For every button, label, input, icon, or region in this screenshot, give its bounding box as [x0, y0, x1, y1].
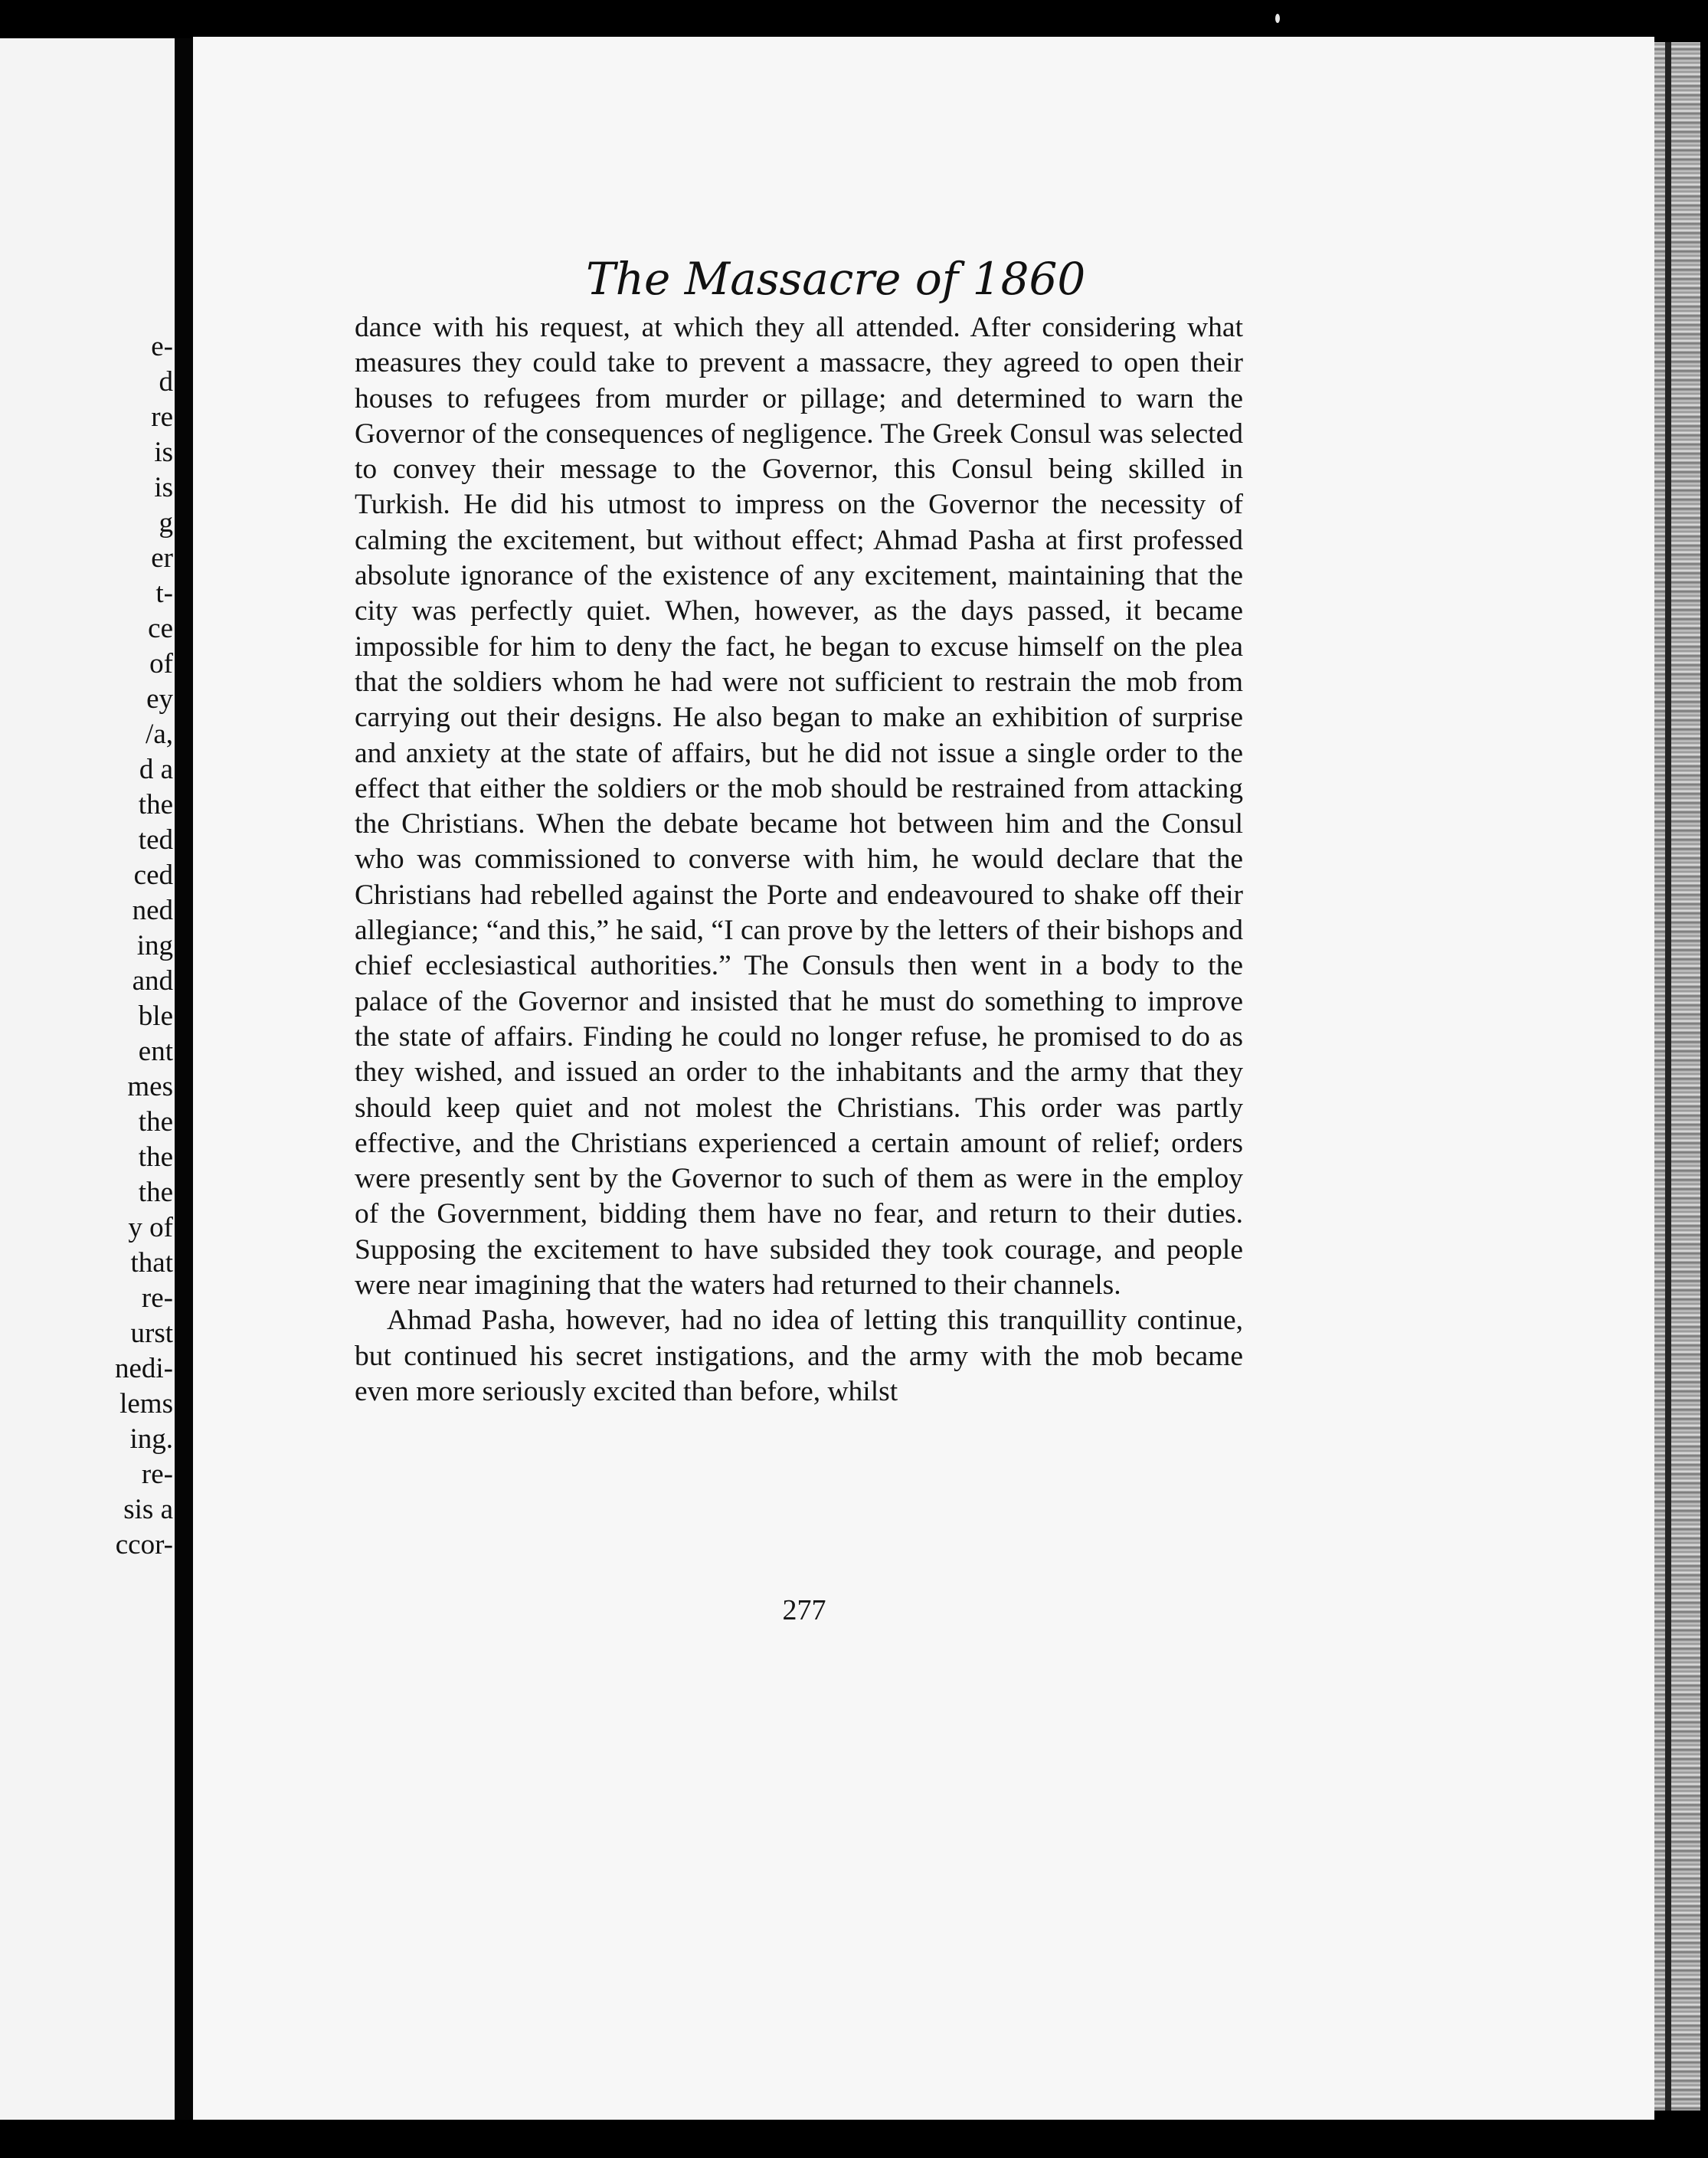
facing-line-end: that — [130, 1247, 173, 1279]
facing-line-end: is — [154, 472, 173, 503]
facing-page-left — [0, 38, 175, 2120]
paragraph: dance with his request, at which they all attended. After considering what measures they could take to prevent a massacre, they agreed to open their houses to refugees from murder or pillage; and determined to warn the Governor of the consequences of negligence. The Greek Consul was selected to convey their message to the Governor, this Consul being skilled in Turkish. He did his utmost to impress on the Governor the necessity of calming the excitement, but without effect; Ahmad Pasha at first professed absolute ignorance of the existence of any excitement, maintaining that the city was perfectly quiet. When, however, as the days passed, it became impossible for him to deny the fact, he began to excuse himself on the plea that the soldiers whom he had were not sufficient to restrain the mob from carrying out their designs. He also began to make an exhibition of surprise and anxiety at the state of affairs, but he did not issue a single order to the effect that either the soldiers or the mob should be restrained from attacking the Christians. When the debate became hot between him and the Consul who was commissioned to converse with him, he would declare that the Christians had rebelled against the Porte and endeavoured to shake off their allegiance; “and this,” he said, “I can prove by the letters of their bishops and chief ecclesiastical authorities.” The Consuls then went in a body to the palace of the Governor and insisted that he must do something to improve the state of affairs. Finding he could no longer refuse, he promised to do as they wished, and issued an order to the inhabitants and the army that they should keep quiet and not molest the Christians. This order was partly effective, and the Christians experienced a certain amount of relief; orders were presently sent by the Governor to such of them as were in the employ of the Government, bidding them have no fear, and return to their duties. Supposing the excitement to have subsided they took courage, and people were near imagining that the waters had returned to their channels. — [355, 312, 1244, 1302]
facing-line-end: t- — [155, 578, 173, 609]
facing-page-line-ends — [115, 329, 173, 1563]
facing-line-end: lems — [119, 1388, 173, 1420]
scan-speck — [1275, 14, 1280, 23]
facing-line-end: the — [138, 789, 173, 820]
facing-line-end: re- — [141, 1282, 173, 1314]
facing-line-end: ing — [136, 930, 173, 961]
facing-line-end: re — [151, 401, 173, 433]
facing-line-end: /a, — [146, 719, 173, 750]
facing-line-end: ced — [133, 860, 173, 891]
book-gutter — [175, 38, 193, 2120]
facing-line-end: ted — [138, 824, 173, 856]
facing-line-end: the — [138, 1106, 173, 1138]
facing-line-end: ble — [138, 1000, 173, 1032]
facing-line-end: the — [138, 1141, 173, 1173]
body-text — [355, 310, 1243, 1410]
facing-line-end: urst — [130, 1318, 173, 1349]
facing-line-end: ent — [138, 1036, 173, 1067]
facing-line-end: the — [138, 1177, 173, 1208]
facing-line-end: nedi- — [114, 1353, 173, 1384]
facing-line-end: mes — [127, 1071, 173, 1102]
facing-line-end: ing. — [129, 1423, 173, 1455]
running-head: The Massacre of 1860 — [586, 253, 1086, 305]
facing-line-end: and — [132, 965, 173, 997]
paragraph: Ahmad Pasha, however, had no idea of letting this tranquillity continue, but continued his secret instigations, and the army with the mob became even more seriously excited than before, whilst — [355, 1305, 1243, 1407]
page-number: 277 — [782, 1594, 826, 1626]
facing-line-end: e- — [151, 331, 173, 362]
facing-line-end: g — [159, 507, 173, 539]
facing-line-end: ccor- — [115, 1529, 173, 1560]
facing-line-end: ned — [132, 895, 173, 926]
facing-line-end: ey — [146, 683, 173, 715]
facing-line-end: is — [154, 437, 173, 468]
facing-line-end: d — [159, 366, 173, 398]
facing-line-end: er — [151, 542, 173, 574]
facing-line-end: y of — [128, 1212, 173, 1243]
facing-line-end: of — [149, 648, 173, 679]
facing-line-end: sis a — [123, 1494, 173, 1525]
facing-line-end: re- — [141, 1459, 173, 1490]
facing-line-end: d a — [139, 754, 173, 785]
facing-line-end: ce — [148, 613, 173, 644]
page-edge-stack — [1654, 42, 1700, 2111]
